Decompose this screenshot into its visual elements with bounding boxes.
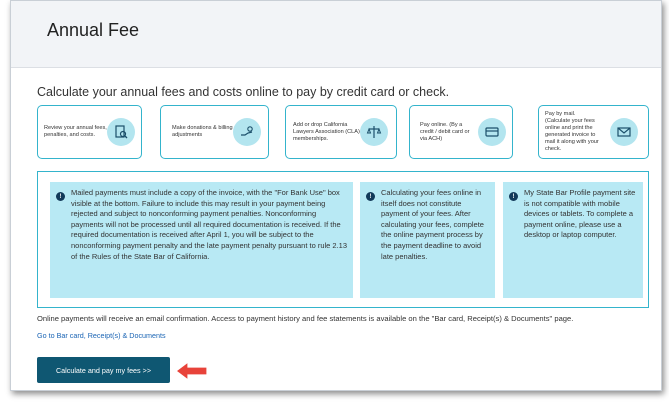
note-calculating-fees-text: Calculating your fees online in itself does not constitute payment of your fees. After calculating your fees, complete the online payment process by the payment deadline to avoid late penalties. [381, 188, 484, 261]
credit-card-icon [478, 118, 506, 146]
card-review-fees-label: Review your annual fees, penalties, and costs. [44, 125, 107, 138]
note-mobile-compat-text: My State Bar Profile payment site is not compatible with mobile devices or tablets. To complete a payment online, please use a desktop or laptop computer. [524, 188, 636, 240]
annual-fee-panel [10, 0, 662, 391]
bar-card-documents-link[interactable]: Go to Bar card, Receipt(s) & Documents [37, 331, 166, 340]
note-mailed-payments-text: Mailed payments must include a copy of the invoice, with the "For Bank Use" box visible at the bottom. Failure to include this may result in your payment being rejected and subject to nonconforming payment penalties. Nonconforming payments will not be processed until all required documentation is received. If the required documentation is received after April 1, you will be subject to the nonconforming payment penalty and the late payment penalty pursuant to rule 2.13 of the Rules of the State Bar of California. [71, 188, 348, 261]
card-cla-membership-label: Add or drop California Lawyers Association (CLA) memberships. [293, 121, 360, 142]
card-donations-label: Make donations & billing adjustments [172, 125, 233, 138]
info-icon: ! [509, 192, 518, 201]
magnifier-document-icon [107, 118, 135, 146]
note-mobile-compat [503, 182, 643, 298]
card-review-fees [37, 105, 142, 159]
calculate-pay-button[interactable]: Calculate and pay my fees >> [37, 357, 170, 383]
hand-money-icon [233, 118, 261, 146]
info-icon: ! [56, 192, 65, 201]
card-pay-by-mail [538, 105, 649, 159]
pointer-arrow-icon [174, 360, 210, 382]
info-icon: ! [366, 192, 375, 201]
card-cla-membership [285, 105, 397, 159]
note-mailed-payments [50, 182, 353, 298]
note-calculating-fees [360, 182, 495, 298]
card-pay-online-label: Pay online. (By a credit / debit card or via ACH) [420, 121, 470, 142]
card-pay-online [409, 105, 513, 159]
envelope-icon [610, 118, 638, 146]
email-confirmation-notice: Online payments will receive an email confirmation. Access to payment history and fee statements is available on the "Bar card, Receipt(s) & Documents" page. [37, 314, 574, 323]
page-header [11, 1, 661, 68]
scale-of-justice-icon [360, 118, 388, 146]
important-notes-box [37, 171, 649, 308]
page-title: Annual Fee [47, 20, 140, 40]
intro-text: Calculate your annual fees and costs online to pay by credit card or check. [37, 85, 450, 99]
card-pay-by-mail-label: Pay by mail. (Calculate your fees online and print the generated invoice to mail it along with your check. [545, 111, 599, 152]
card-donations [160, 105, 269, 159]
